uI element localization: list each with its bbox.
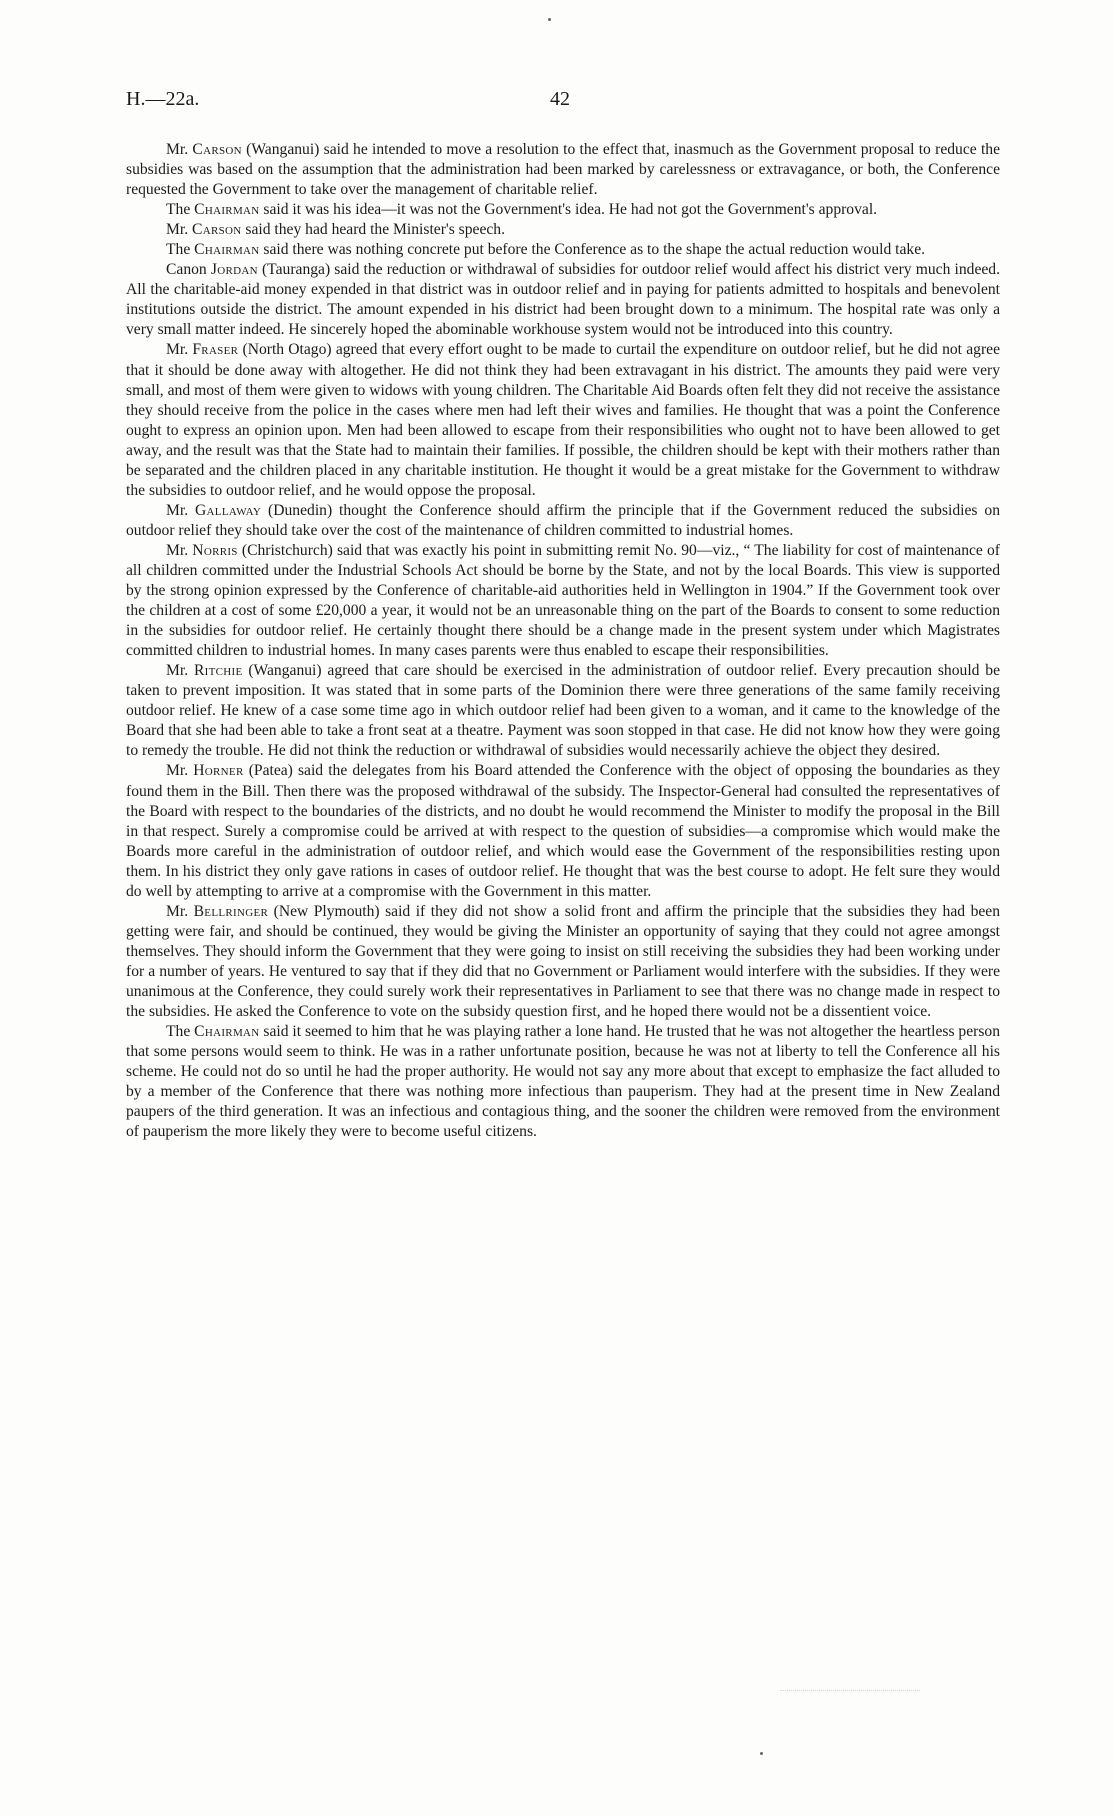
paragraph-text: (Dunedin) thought the Conference should affirm the principle that if the Government reduced the subsidies on outdoor relief they should take over the cost of the maintenance of children committed to industrial homes. — [126, 501, 1000, 539]
paragraph — [126, 200, 1000, 220]
speaker-name: Jordan — [210, 261, 258, 279]
document-reference: H.—22a. — [126, 88, 200, 110]
scan-speck — [760, 1752, 763, 1755]
paragraph — [126, 340, 1000, 500]
speaker-title: Mr. — [166, 221, 192, 239]
speaker-title: Mr. — [166, 541, 193, 559]
speaker-name: Horner — [193, 762, 244, 780]
speaker-name: Chairman — [194, 201, 260, 219]
paragraph — [126, 240, 1000, 260]
speaker-title: Mr. — [166, 902, 194, 920]
speaker-title: Mr. — [166, 662, 194, 680]
body-text — [126, 140, 1000, 1142]
page-header — [126, 88, 994, 118]
paragraph-text: said it seemed to him that he was playing rather a lone hand. He trusted that he was not altogether the heartless person that some persons would seem to think. He was in a rather unfortunate position, because he was not at liberty to tell the Conference all his scheme. He could not do so until he had the proper authority. He would not say any more about that except to emphasize the fact alluded to by a member of the Conference that there was nothing more infectious than pauperism. They had at the present time in New Zealand paupers of the third generation. It was an infectious and contagious thing, and the sooner the children were removed from the environment of pauperism the more likely they were to become useful citizens. — [126, 1023, 1000, 1141]
speaker-title: Mr. — [166, 501, 195, 519]
paragraph-text: (Wanganui) said he intended to move a resolution to the effect that, inasmuch as the Government proposal to reduce the subsidies was based on the assumption that the administration had been marked by carelessness or extravagance, or both, the Conference requested the Government to take over the management of charitable relief. — [126, 141, 1000, 199]
paragraph — [126, 140, 1000, 200]
speaker-name: Carson — [192, 221, 242, 239]
page-number: 42 — [550, 88, 570, 110]
speaker-name: Gallaway — [195, 501, 262, 519]
paragraph-text: (Wanganui) agreed that care should be exercised in the administration of outdoor relief. Every precaution should be taken to prevent imposition. It was stated that in some parts of the Dominion there were three generations of the same family receiving outdoor relief. He knew of a case some time ago in which outdoor relief had been given to a woman, and it came to the knowledge of the Board that she had been able to take a front seat at a theatre. Payment was soon stopped in that case. He did not know how they were going to remedy the trouble. He did not think the reduction or withdrawal of subsidies would necessarily achieve the object they desired. — [126, 662, 1001, 760]
speaker-name: Fraser — [192, 341, 239, 359]
paragraph-text: (Christchurch) said that was exactly his point in submitting remit No. 90—viz., “ The liability for cost of maintenance of all children committed under the Industrial Schools Act should be borne by the State, and not by the local Boards. This view is supported by the strong opinion expressed by the Conference of charitable-aid authorities held in Wellington in 1904.” If the Government took over the children at a cost of some £20,000 a year, it would not be an unreasonable thing on the part of the Boards to consent to some reduction in the subsidies for outdoor relief. He certainly thought there should be a change made in the present system under which Magistrates committed children to industrial homes. In many cases parents were thus enabled to escape their responsibilities. — [126, 541, 1000, 660]
speaker-name: Carson — [192, 141, 242, 158]
paragraph-text: said it was his idea—it was not the Government's idea. He had not got the Government's approval. — [259, 201, 878, 219]
speaker-title: Canon — [166, 261, 211, 279]
paragraph — [126, 501, 1000, 541]
speaker-title: The — [166, 241, 195, 259]
speaker-title: Mr. — [166, 141, 193, 158]
paragraph — [126, 220, 1000, 240]
paragraph-text: (North Otago) agreed that every effort ought to be made to curtail the expenditure on outdoor relief, but he did not agree that it should be done away with altogether. He did not think they had been extravagant in his district. The amounts they paid were very small, and most of them were given to widows with young children. The Charitable Aid Boards often felt they did not receive the assistance they should receive from the police in the cases where men had left their wives and families. He thought that was a point the Conference ought to express an opinion upon. Men had been allowed to escape from their responsibilities who ought not to have been allowed to get away, and the result was that the State had to maintain their families. If possible, the children should be kept with their mothers rather than be separated and the children placed in any charitable institution. He thought it would be a great mistake for the Government to withdraw the subsidies to outdoor relief, and he would oppose the proposal. — [126, 341, 1000, 499]
speaker-title: The — [166, 1023, 195, 1041]
paragraph-text: (Patea) said the delegates from his Board attended the Conference with the object of opposing the boundaries as they found them in the Bill. Then there was the proposed withdrawal of the subsidy. The Inspector-General had consulted the representatives of the Board with respect to the boundaries of the districts, and no doubt he would recommend the Minister to modify the proposal in the Bill in that respect. Surely a compromise could be arrived at with respect to the question of subsidies—a compromise which would make the Boards more careful in the administration of outdoor relief, and which would ease the Government of the responsibilities resting upon them. In his district they only gave rations in cases of outdoor relief. He thought that was the best course to adopt. He felt sure they would do well by attempting to arrive at a compromise with the Government in this matter. — [126, 762, 1000, 900]
speaker-name: Ritchie — [193, 662, 243, 680]
speaker-name: Chairman — [194, 241, 260, 259]
paragraph — [126, 1022, 1000, 1142]
paragraph — [126, 541, 1000, 661]
speaker-title: Mr. — [166, 762, 194, 780]
scan-speck — [548, 18, 551, 21]
paragraph — [126, 260, 1000, 340]
speaker-name: Bellringer — [193, 902, 269, 920]
paragraph-text: (Tauranga) said the reduction or withdrawal of subsidies for outdoor relief would affect his district very much indeed. All the charitable-aid money expended in that district was in outdoor relief and in paying for patients admitted to hospitals and benevolent institutions outside the district. The amount expended in his district had been brought down to a minimum. The hospital rate was only a very small matter indeed. He sincerely hoped the abominable workhouse system would not be introduced into this country. — [126, 261, 1000, 339]
paragraph — [126, 661, 1000, 761]
scan-smudge — [780, 1690, 920, 1697]
speaker-name: Chairman — [194, 1023, 260, 1041]
paragraph-text: said they had heard the Minister's speech. — [241, 221, 505, 239]
speaker-title: The — [166, 201, 195, 219]
speaker-title: Mr. — [166, 341, 193, 359]
paragraph-text: said there was nothing concrete put before the Conference as to the shape the actual reduction would take. — [259, 241, 926, 259]
paragraph-text: (New Plymouth) said if they did not show a solid front and affirm the principle that the subsidies they had been getting were fair, and should be continued, they would be giving the Minister an opportunity of saying that they could not agree amongst themselves. They should inform the Government that they were going to insist on still receiving the subsidies they had been working under for a number of years. He ventured to say that if they did that no Government or Parliament would interfere with the subsidies. If they were unanimous at the Conference, they could surely work their representatives in Parliament to see that there was no change made in respect to the subsidies. He asked the Conference to vote on the subsidy question first, and he hoped there would not be a dissentient voice. — [126, 902, 1001, 1021]
paragraph — [126, 761, 1000, 901]
paragraph — [126, 902, 1000, 1022]
speaker-name: Norris — [192, 541, 238, 559]
